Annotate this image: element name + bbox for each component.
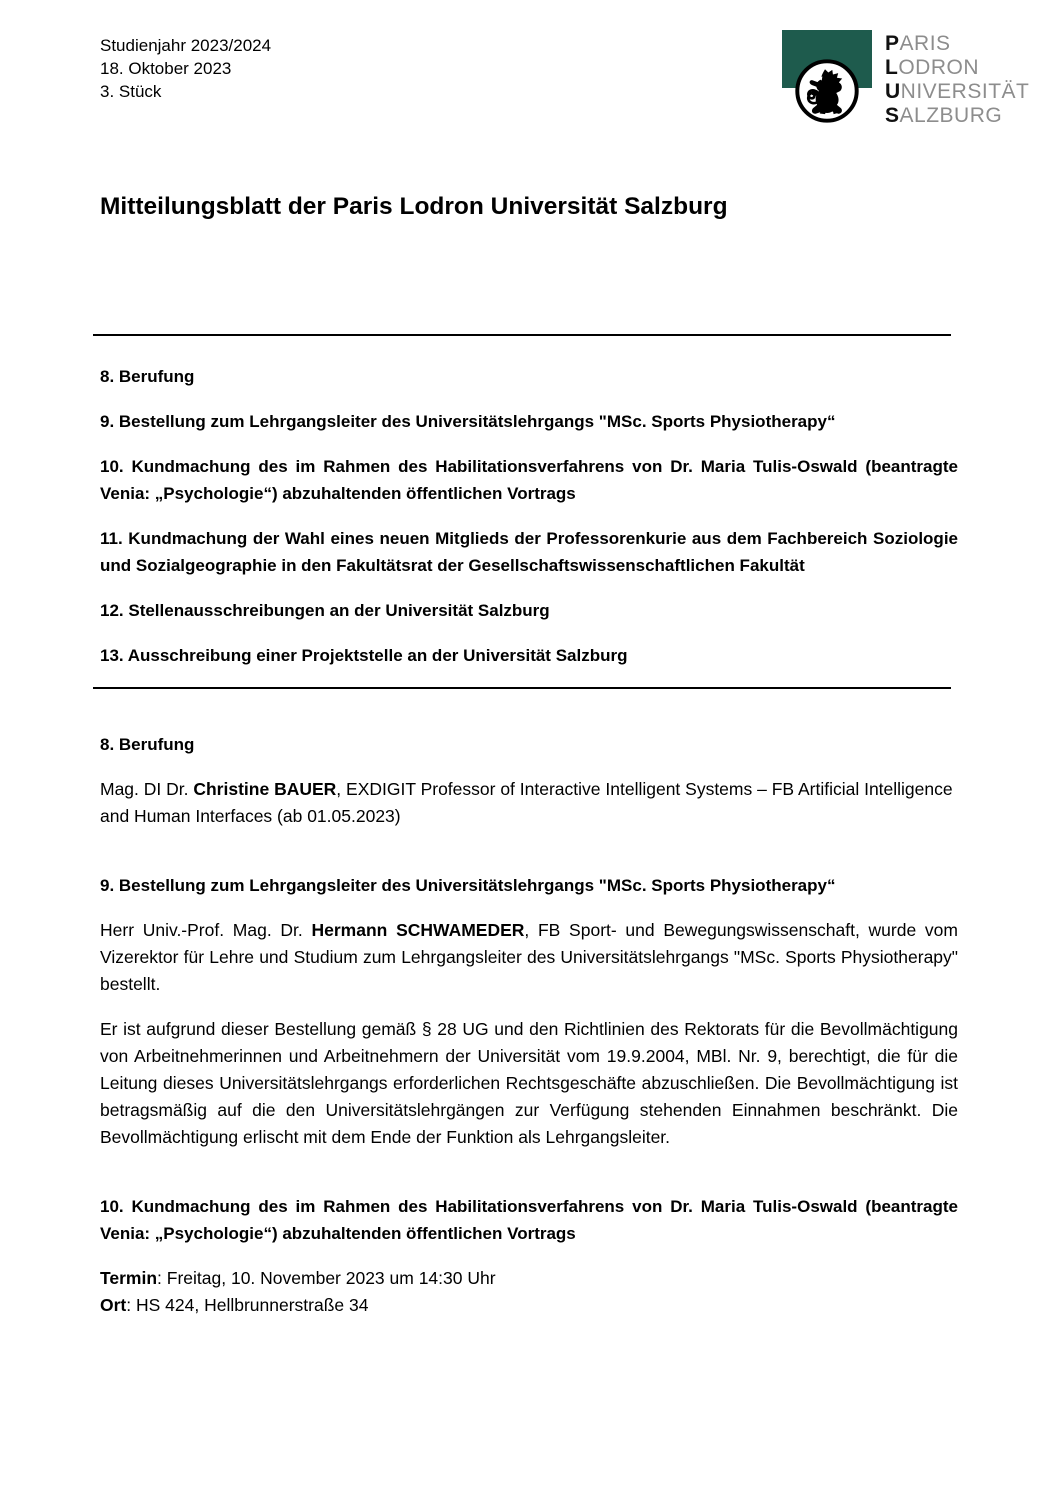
paragraph	[100, 1292, 958, 1319]
logo-rest: NIVERSITÄT	[900, 80, 1030, 103]
logo-rest: ALZBURG	[899, 104, 1003, 127]
salzburg-lion-seal-icon	[794, 58, 860, 124]
logo-initial: U	[885, 80, 901, 103]
document-body	[100, 192, 958, 1319]
divider-top	[93, 334, 951, 336]
toc-item: 10. Kundmachung des im Rahmen des Habilitationsverfahrens von Dr. Maria Tulis-Oswald (beantragte Venia: „Psychologie“) abzuhaltenden öffentlichen Vortrags	[100, 457, 958, 503]
section-heading: 9. Bestellung zum Lehrgangsleiter des Universitätslehrgangs "MSc. Sports Physiotherapy“	[100, 876, 836, 895]
header-meta	[100, 34, 271, 103]
logo-word-line	[885, 56, 1029, 80]
text-segment: Mag. DI Dr.	[100, 779, 194, 799]
logo-word-line	[885, 80, 1029, 104]
university-logo	[782, 30, 1029, 128]
logo-word-line	[885, 32, 1029, 56]
text-segment: , EXDIGIT Professor of Interactive Intelligent Systems – FB Artificial Intelligence and Human Interfaces (ab 01.05.2023)	[100, 779, 953, 826]
issue-date-line: 18. Oktober 2023	[100, 59, 232, 78]
text-segment: : HS 424, Hellbrunnerstraße 34	[126, 1295, 369, 1315]
logo-initial: S	[885, 104, 900, 127]
page-title: Mitteilungsblatt der Paris Lodron Universität Salzburg	[100, 193, 728, 220]
logo-initial: L	[885, 56, 899, 79]
logo-mark	[782, 30, 872, 126]
section-kundmachung-vortrag	[100, 1193, 958, 1319]
text-segment: : Freitag, 10. November 2023 um 14:30 Uhr	[157, 1268, 496, 1288]
paragraph	[100, 776, 958, 830]
toc-item: 8. Berufung	[100, 367, 195, 386]
logo-initial: P	[885, 32, 900, 55]
section-berufung	[100, 731, 958, 830]
section-bestellung-lehrgangsleiter	[100, 872, 958, 1151]
sections	[100, 731, 958, 1319]
toc-item: 12. Stellenausschreibungen an der Universität Salzburg	[100, 601, 550, 620]
toc-item: 9. Bestellung zum Lehrgangsleiter des Universitätslehrgangs "MSc. Sports Physiotherapy“	[100, 412, 836, 431]
logo-rest: ARIS	[899, 32, 951, 55]
text-segment: Er ist aufgrund dieser Bestellung gemäß § 28 UG und den Richtlinien des Rektorats für die Bevollmächtigung von Arbeitnehmerinnen und Arbeitnehmern der Universität vom 19.9.2004, MBl. Nr. 9, berechtigt, die für die Leitung dieses Universitätslehrgangs erforderlichen Rechtsgeschäfte abzuschließen. Die Bevollmächtigung ist betragsmäßig auf die den Universitätslehrgängen zur Verfügung stehenden Einnahmen beschränkt. Die Bevollmächtigung erlischt mit dem Ende der Funktion als Lehrgangsleiter.	[100, 1019, 958, 1147]
divider-bottom	[93, 687, 951, 689]
paragraph	[100, 1265, 958, 1292]
paragraph	[100, 1016, 958, 1151]
text-segment-bold: Termin	[100, 1268, 158, 1288]
toc-item: 11. Kundmachung der Wahl eines neuen Mitglieds der Professorenkurie aus dem Fachbereich Soziologie und Sozialgeographie in den Fakultätsrat der Gesellschaftswissenschaftlichen Fakultät	[100, 529, 958, 575]
paragraph	[100, 917, 958, 998]
text-segment: Herr Univ.-Prof. Mag. Dr.	[100, 920, 312, 940]
section-heading: 8. Berufung	[100, 735, 195, 754]
text-segment: , FB Sport- und Bewegungswissenschaft, wurde vom Vizerektor für Lehre und Studium zum Lehrgangsleiter des Universitätslehrgangs "MSc. Sports Physiotherapy" bestellt.	[100, 920, 958, 994]
section-heading: 10. Kundmachung des im Rahmen des Habilitationsverfahrens von Dr. Maria Tulis-Oswald (beantragte Venia: „Psychologie“) abzuhaltenden öffentlichen Vortrags	[100, 1197, 958, 1243]
issue-number-line: 3. Stück	[100, 82, 162, 101]
text-segment-bold: Hermann SCHWAMEDER	[311, 920, 525, 940]
text-segment-bold: Christine BAUER	[193, 779, 337, 799]
toc-item: 13. Ausschreibung einer Projektstelle an der Universität Salzburg	[100, 646, 628, 665]
studienjahr-line: Studienjahr 2023/2024	[100, 36, 272, 55]
logo-word-line	[885, 104, 1029, 128]
text-segment-bold: Ort	[100, 1295, 127, 1315]
logo-wordmark	[885, 30, 1029, 128]
logo-rest: ODRON	[898, 56, 979, 79]
table-of-contents	[100, 363, 958, 669]
